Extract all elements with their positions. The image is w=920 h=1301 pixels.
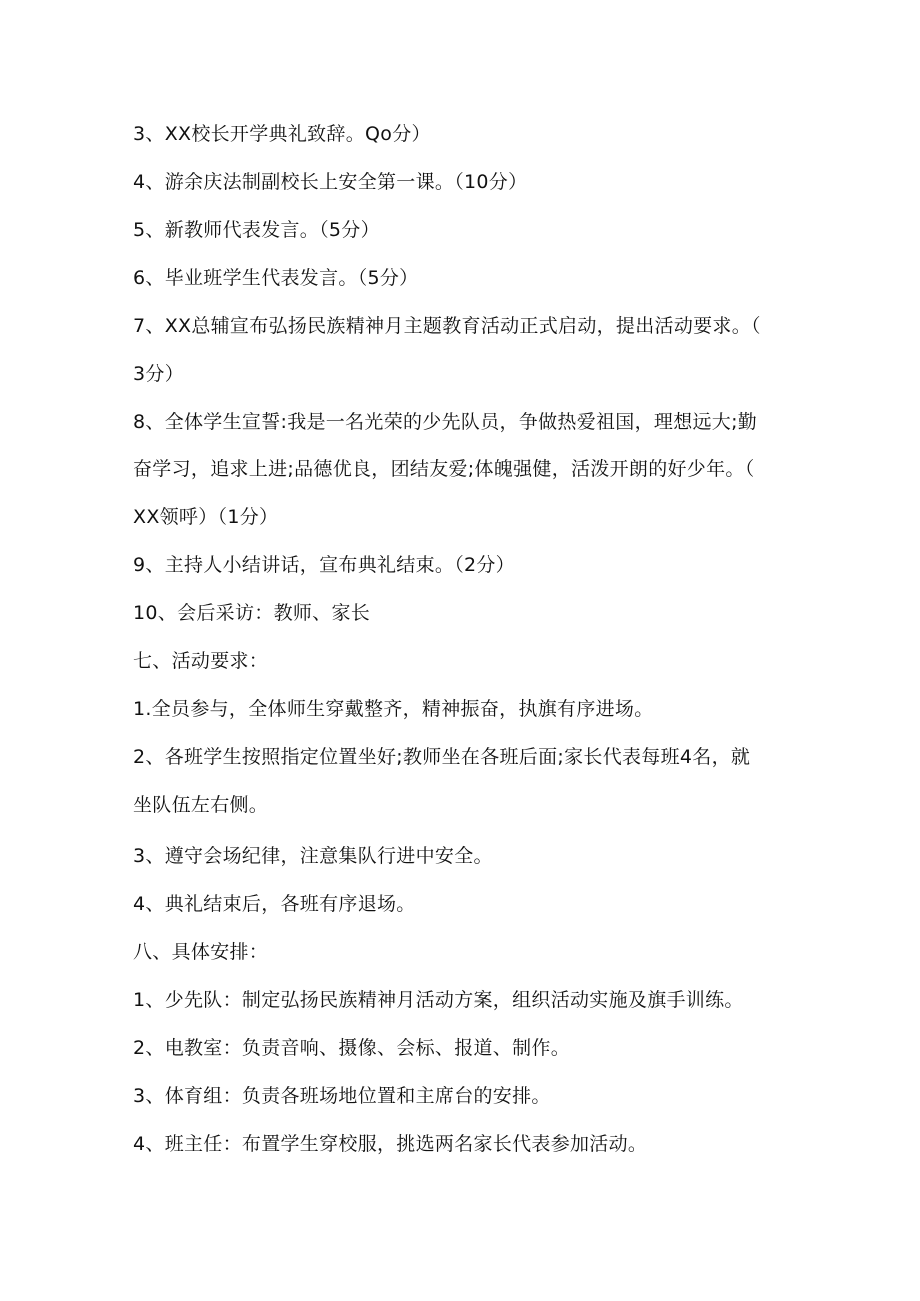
text-line: 1.全员参与，全体师生穿戴整齐，精神振奋，执旗有序进场。	[133, 698, 654, 720]
text-line: 奋学习，追求上进;品德优良，团结友爱;体魄强健，活泼开朗的好少年。（	[133, 458, 755, 480]
text-line: 3分）	[133, 363, 184, 385]
text-line: 9、主持人小结讲话，宣布典礼结束。（2分）	[133, 554, 515, 576]
text-line: 3、体育组：负责各班场地位置和主席台的安排。	[133, 1085, 551, 1107]
section-heading: 七、活动要求：	[133, 650, 269, 672]
section-heading: 八、具体安排：	[133, 941, 269, 963]
text-line: 1、少先队：制定弘扬民族精神月活动方案，组织活动实施及旗手训练。	[133, 989, 744, 1011]
text-line: 3、XX校长开学典礼致辞。Qo分）	[133, 123, 431, 145]
text-line: 2、各班学生按照指定位置坐好;教师坐在各班后面;家长代表每班4名，就	[133, 746, 751, 768]
text-line: 4、班主任：布置学生穿校服，挑选两名家长代表参加活动。	[133, 1133, 648, 1155]
text-line: XX领呼）（1分）	[133, 506, 279, 528]
text-line: 坐队伍左右侧。	[133, 794, 269, 816]
text-line: 6、毕业班学生代表发言。（5分）	[133, 267, 419, 289]
text-line: 4、典礼结束后，各班有序退场。	[133, 893, 416, 915]
text-line: 3、遵守会场纪律，注意集队行进中安全。	[133, 845, 493, 867]
text-line: 4、游余庆法制副校长上安全第一课。（10分）	[133, 171, 528, 193]
text-line: 7、XX总辅宣布弘扬民族精神月主题教育活动正式启动，提出活动要求。（	[133, 315, 761, 337]
text-line: 5、新教师代表发言。（5分）	[133, 219, 380, 241]
text-line: 10、会后采访：教师、家长	[133, 602, 371, 624]
text-line: 8、全体学生宣誓:我是一名光荣的少先队员，争做热爱祖国，理想远大;勤	[133, 411, 758, 433]
text-line: 2、电教室：负责音响、摄像、会标、报道、制作。	[133, 1037, 570, 1059]
